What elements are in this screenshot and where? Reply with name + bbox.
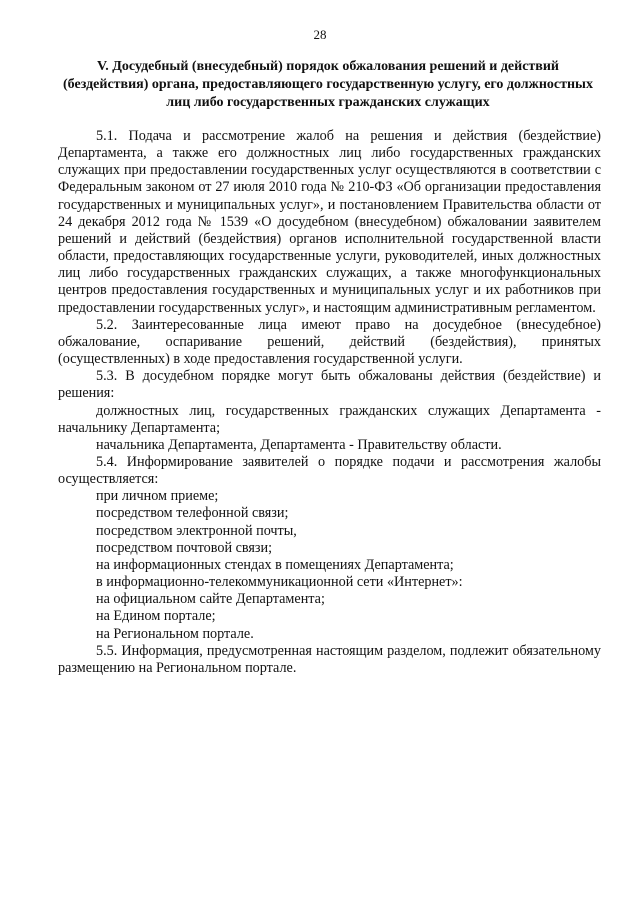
list-item: должностных лиц, государственных гражданских служащих Департамента - начальнику Департамента; <box>58 402 601 436</box>
list-item: посредством телефонной связи; <box>96 505 289 522</box>
list-item: на информационных стендах в помещениях Департамента; <box>96 556 454 573</box>
list-item: на Едином портале; <box>96 608 216 625</box>
section-title: V. Досудебный (внесудебный) порядок обжалования решений и действий (бездействия) органа, предоставляющего государственную услугу, его должностных лиц либо государственных гражданских служащих <box>63 59 593 110</box>
list-item: при личном приеме; <box>96 488 219 505</box>
paragraph-5-2: 5.2. Заинтересованные лица имеют право на досудебное (внесудебное) обжалование, оспаривание решений, действий (бездействия), принятых (осуществленных) в ходе предоставления государственной услуги. <box>58 316 601 368</box>
list-item: посредством электронной почты, <box>96 522 297 539</box>
paragraph-5-5: 5.5. Информация, предусмотренная настоящим разделом, подлежит обязательному размещению на Региональном портале. <box>58 642 601 676</box>
paragraph-5-4: 5.4. Информирование заявителей о порядке подачи и рассмотрения жалобы осуществляется: <box>58 453 601 488</box>
list-item: в информационно-телекоммуникационной сети «Интернет»: <box>96 574 463 591</box>
list-item: начальника Департамента, Департамента - Правительству области. <box>96 436 502 453</box>
list-item: на Региональном портале. <box>96 625 254 642</box>
list-item: на официальном сайте Департамента; <box>96 591 325 608</box>
page-number: 28 <box>313 27 327 42</box>
paragraph-5-3: 5.3. В досудебном порядке могут быть обжалованы действия (бездействие) и решения: <box>58 368 601 402</box>
paragraph-5-1: 5.1. Подача и рассмотрение жалоб на решения и действия (бездействие) Департамента, а также его должностных лиц либо государственных гражданских служащих при предоставлении государственных услуг осуществляются в соответствии с Федеральным законом от 27 июля 2010 года № 210-ФЗ «Об организации предоставления государственных и муниципальных услуг», и постановлением Правительства области от 24 декабря 2012 года № 1539 «О досудебном (внесудебном) обжаловании заявителем решений и действий (бездействия) органов исполнительной государственной власти области, предоставляющих государственные услуги, руководителей, иных должностных лиц либо государственных гражданских служащих, а также многофункциональных центров предоставления государственных и муниципальных услуг и их работников при предоставлении государственных услуг», и настоящим административным регламентом. <box>58 128 601 316</box>
list-item: посредством почтовой связи; <box>96 539 273 556</box>
document-body <box>58 128 601 677</box>
